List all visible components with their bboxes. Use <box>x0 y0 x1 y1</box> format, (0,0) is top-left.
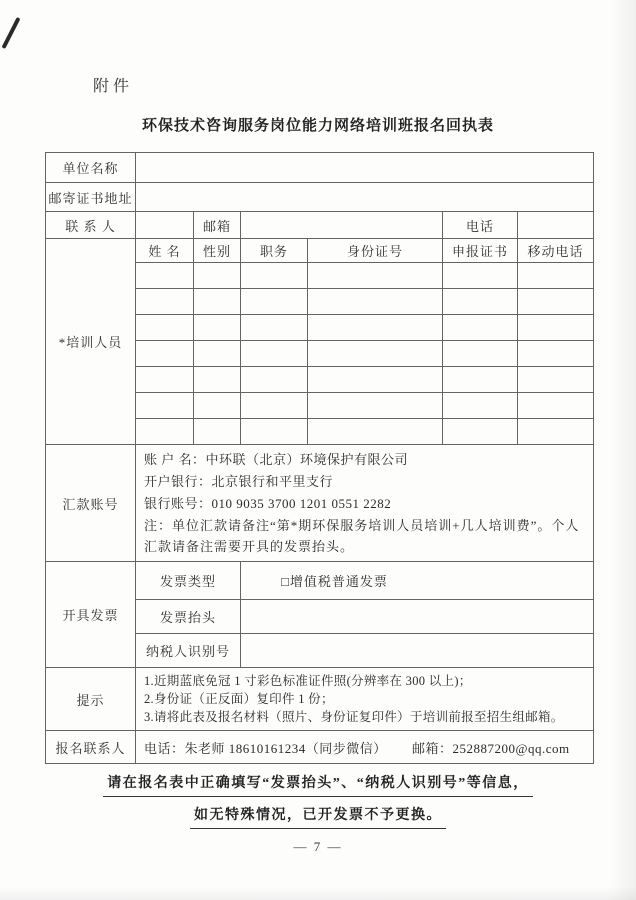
contact-row <box>46 212 594 239</box>
trainee-input-cell <box>241 289 308 315</box>
trainee-input-cell <box>136 263 194 289</box>
invoice-section-label: 开具发票 <box>46 562 136 668</box>
contact-email-label: 邮箱 <box>194 212 241 239</box>
trainees-label: *培训人员 <box>46 239 136 445</box>
invoice-type-label: 发票类型 <box>136 562 241 600</box>
contact-email-value-cell <box>241 212 443 239</box>
trainee-input-cell <box>518 393 594 419</box>
footer-notice-line1 <box>0 772 636 797</box>
trainee-input-cell <box>194 393 241 419</box>
trainee-input-cell <box>518 341 594 367</box>
trainee-input-cell <box>136 419 194 445</box>
trainee-input-cell <box>443 367 518 393</box>
unit-name-label: 单位名称 <box>46 153 136 183</box>
mailing-address-row <box>46 183 594 212</box>
unit-name-value-cell <box>136 153 594 183</box>
remittance-account-number: 银行账号：010 9035 3700 1201 0551 2282 <box>144 496 392 511</box>
registration-contact-email: 邮箱：252887200@qq.com <box>412 740 570 756</box>
trainee-input-cell <box>241 341 308 367</box>
trainee-input-cell <box>308 393 443 419</box>
trainee-col-gender: 性别 <box>194 239 241 263</box>
trainee-input-cell <box>518 367 594 393</box>
taxpayer-id-label: 纳税人识别号 <box>136 634 241 668</box>
trainee-input-cell <box>136 315 194 341</box>
remittance-note: 注：单位汇款请备注“第*期环保服务培训人员培训+几人培训费”。个人汇款请备注需要开具的发票抬头。 <box>144 518 580 554</box>
tips-content-cell <box>136 668 594 731</box>
trainee-input-cell <box>241 419 308 445</box>
trainee-input-cell <box>136 393 194 419</box>
trainee-input-cell <box>308 419 443 445</box>
trainee-input-cell <box>308 341 443 367</box>
invoice-type-value-cell <box>241 562 594 600</box>
remittance-account-name: 账 户 名：中环联（北京）环境保护有限公司 <box>144 452 409 467</box>
trainee-input-cell <box>518 289 594 315</box>
contact-name-value-cell <box>136 212 194 239</box>
trainee-input-cell <box>194 367 241 393</box>
trainee-input-cell <box>241 393 308 419</box>
trainee-input-cell <box>308 289 443 315</box>
unit-name-row <box>46 153 594 183</box>
trainee-input-cell <box>136 341 194 367</box>
contact-label: 联 系 人 <box>46 212 136 239</box>
page-title: 环保技术咨询服务岗位能力网络培训班报名回执表 <box>141 118 494 134</box>
trainee-input-cell <box>443 289 518 315</box>
mailing-address-value-cell <box>136 183 594 212</box>
trainee-col-mobile: 移动电话 <box>518 239 594 263</box>
remittance-row <box>46 445 594 562</box>
tip-item-2: 2.身份证（正反面）复印件 1 份； <box>144 692 334 706</box>
footer-notice-line1-text: 请在报名表中正确填写“发票抬头”、“纳税人识别号”等信息， <box>103 772 533 797</box>
trainee-input-cell <box>308 315 443 341</box>
trainee-input-cell <box>518 263 594 289</box>
trainee-input-cell <box>308 367 443 393</box>
trainee-input-cell <box>518 419 594 445</box>
invoice-title-value-cell <box>241 600 594 634</box>
contact-phone-value-cell <box>518 212 594 239</box>
contact-phone-label: 电话 <box>443 212 518 239</box>
attachment-label: 附件 <box>93 78 134 95</box>
footer-notice-line2-text: 如无特殊情况，已开发票不予更换。 <box>190 804 446 829</box>
vat-invoice-checkbox-option: □增值税普通发票 <box>281 574 388 589</box>
tips-row <box>46 668 594 731</box>
trainee-input-cell <box>194 419 241 445</box>
invoice-type-row <box>46 562 594 600</box>
trainee-input-cell <box>136 367 194 393</box>
trainee-header-row <box>46 239 594 263</box>
trainee-input-cell <box>241 367 308 393</box>
registration-contact-row <box>46 731 594 764</box>
trainee-input-cell <box>194 315 241 341</box>
trainee-input-cell <box>241 263 308 289</box>
trainee-input-cell <box>194 289 241 315</box>
taxpayer-id-value-cell <box>241 634 594 668</box>
trainee-col-id-number: 身份证号 <box>308 239 443 263</box>
trainee-input-cell <box>443 263 518 289</box>
scan-artifact-mark <box>2 17 21 49</box>
page-number: — 7 — <box>293 839 343 854</box>
remittance-bank: 开户银行：北京银行和平里支行 <box>144 474 334 489</box>
trainee-input-cell <box>136 289 194 315</box>
mailing-address-label: 邮寄证书地址 <box>46 183 136 212</box>
registration-contact-phone: 电话：朱老师 18610161234（同步微信） <box>144 740 387 756</box>
tips-label: 提示 <box>46 668 136 731</box>
trainee-col-certificate: 申报证书 <box>443 239 518 263</box>
trainee-input-cell <box>443 341 518 367</box>
trainee-input-cell <box>443 315 518 341</box>
trainee-col-name: 姓 名 <box>136 239 194 263</box>
trainee-input-cell <box>308 263 443 289</box>
registration-contact-label: 报名联系人 <box>46 731 136 764</box>
scan-edge-shadow-bottom <box>0 886 636 900</box>
remittance-content-cell <box>136 445 594 562</box>
remittance-label: 汇款账号 <box>46 445 136 562</box>
tip-item-3: 3.请将此表及报名材料（照片、身份证复印件）于培训前报至招生组邮箱。 <box>144 710 564 724</box>
footer-notice-line2 <box>0 804 636 829</box>
trainee-input-cell <box>241 315 308 341</box>
tip-item-1: 1.近期蓝底免冠 1 寸彩色标准证件照(分辨率在 300 以上)； <box>144 674 472 688</box>
trainee-input-cell <box>518 315 594 341</box>
trainee-input-cell <box>194 341 241 367</box>
trainee-input-cell <box>443 419 518 445</box>
invoice-title-label: 发票抬头 <box>136 600 241 634</box>
registration-table <box>45 152 594 764</box>
trainee-col-position: 职务 <box>241 239 308 263</box>
scan-edge-shadow-right <box>610 0 636 900</box>
trainee-input-cell <box>194 263 241 289</box>
trainee-input-cell <box>443 393 518 419</box>
registration-contact-cell <box>136 731 594 764</box>
